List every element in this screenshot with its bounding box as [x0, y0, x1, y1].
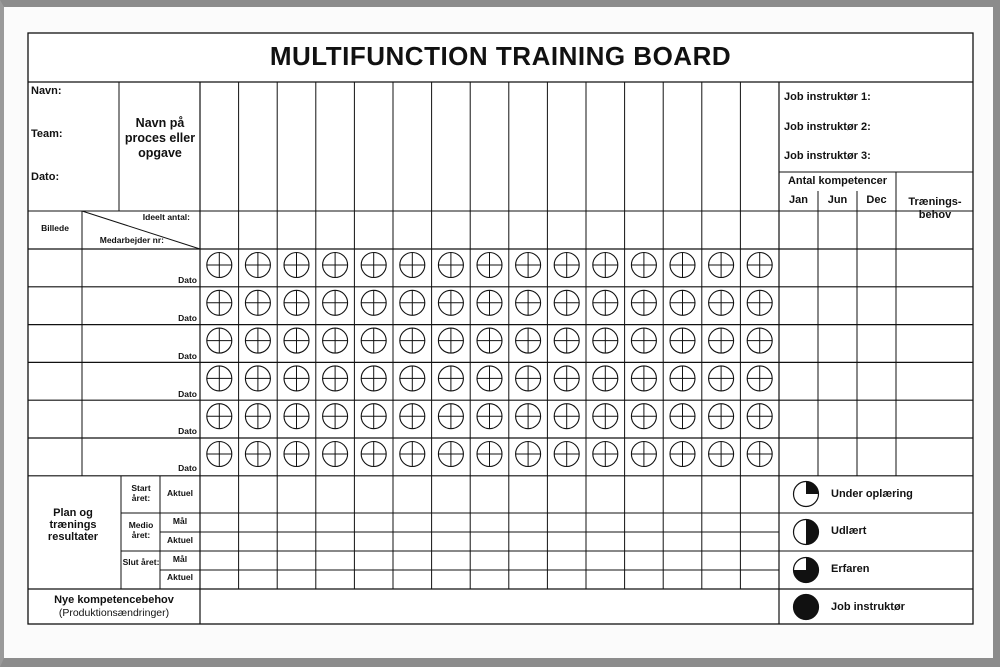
process-name-label: Navn på proces eller opgave [124, 116, 196, 160]
competence-circle[interactable] [631, 253, 656, 278]
competence-circle[interactable] [400, 290, 425, 315]
ideelt-antal-label: Ideelt antal: [142, 212, 190, 222]
competence-circle[interactable] [400, 442, 425, 467]
competence-circle[interactable] [670, 366, 695, 391]
row-date-label: Dato [178, 275, 197, 285]
job-instructor-1-label: Job instruktør 1: [784, 91, 871, 103]
competence-circle[interactable] [516, 290, 541, 315]
competence-circle[interactable] [593, 442, 618, 467]
start-aktuel-label: Aktuel [167, 488, 193, 498]
competence-circle[interactable] [554, 404, 579, 429]
slut-maal-label: Mål [172, 554, 188, 564]
competence-circle[interactable] [554, 328, 579, 353]
competence-circle[interactable] [245, 290, 270, 315]
plan-label: Plan og trænings resultater [47, 507, 99, 544]
competence-circle[interactable] [207, 328, 232, 353]
competence-circle[interactable] [709, 253, 734, 278]
competence-circle[interactable] [438, 404, 463, 429]
competence-circle[interactable] [593, 366, 618, 391]
three-quarter-filled-circle-icon [794, 558, 819, 583]
competence-circle[interactable] [438, 442, 463, 467]
dato-label: Dato: [31, 171, 60, 183]
legend-label-erfaren: Erfaren [831, 563, 870, 575]
competence-circle[interactable] [747, 366, 772, 391]
job-instructor-2-label: Job instruktør 2: [784, 121, 871, 133]
competence-circle[interactable] [245, 328, 270, 353]
competence-circle[interactable] [593, 290, 618, 315]
competence-circle[interactable] [245, 404, 270, 429]
competence-circle[interactable] [400, 404, 425, 429]
half-filled-circle-icon [794, 520, 819, 545]
medio-aktuel-label: Aktuel [167, 535, 193, 545]
competence-circle[interactable] [747, 290, 772, 315]
competence-circle[interactable] [438, 253, 463, 278]
competence-circle[interactable] [361, 404, 386, 429]
job-instructor-3-label: Job instruktør 3: [784, 150, 871, 162]
competence-circle[interactable] [477, 290, 502, 315]
competence-circle[interactable] [709, 366, 734, 391]
competence-circle[interactable] [593, 253, 618, 278]
traeningsbehov-label: Trænings-behov [908, 196, 962, 221]
medarbejder-nr-label: Medarbejder nr: [99, 235, 164, 245]
competence-circle[interactable] [245, 366, 270, 391]
competence-circle[interactable] [323, 366, 348, 391]
competence-circle[interactable] [670, 328, 695, 353]
competence-circle[interactable] [323, 442, 348, 467]
competence-circle[interactable] [284, 290, 309, 315]
competence-circle[interactable] [631, 442, 656, 467]
competence-circle[interactable] [477, 328, 502, 353]
competence-circle[interactable] [207, 253, 232, 278]
competence-circle[interactable] [323, 328, 348, 353]
competence-circle[interactable] [747, 404, 772, 429]
navn-label: Navn: [31, 85, 62, 97]
competence-circle[interactable] [631, 290, 656, 315]
month-jan: Jan [789, 194, 808, 206]
competence-circle[interactable] [284, 366, 309, 391]
competence-circle[interactable] [670, 442, 695, 467]
competence-circle[interactable] [670, 404, 695, 429]
competence-circle[interactable] [438, 328, 463, 353]
antal-kompetencer-label: Antal kompetencer [787, 175, 888, 187]
competence-circle[interactable] [747, 253, 772, 278]
slut-year-label: Slut året: [122, 557, 160, 567]
billede-label: Billede [41, 223, 69, 233]
competence-circle[interactable] [593, 328, 618, 353]
team-label: Team: [31, 128, 63, 140]
competence-circle[interactable] [361, 253, 386, 278]
competence-circle[interactable] [670, 253, 695, 278]
competence-circle[interactable] [400, 366, 425, 391]
competence-circle[interactable] [516, 328, 541, 353]
competence-circle[interactable] [323, 404, 348, 429]
month-jun: Jun [827, 194, 848, 206]
nye-kompetencebehov-label: Nye kompetencebehov [54, 594, 174, 606]
competence-circle[interactable] [323, 290, 348, 315]
competence-circle[interactable] [284, 404, 309, 429]
competence-circle[interactable] [477, 366, 502, 391]
competence-circle[interactable] [207, 404, 232, 429]
competence-circle[interactable] [747, 442, 772, 467]
competence-circle[interactable] [747, 328, 772, 353]
quarter-filled-circle-icon [794, 482, 819, 507]
competence-circle[interactable] [400, 328, 425, 353]
competence-circle[interactable] [631, 366, 656, 391]
competence-circle[interactable] [593, 404, 618, 429]
competence-circle[interactable] [438, 290, 463, 315]
produktionsaendringer-label: (Produktionsændringer) [58, 607, 170, 619]
legend-label-udlaert: Udlært [831, 525, 867, 537]
medio-maal-label: Mål [172, 516, 188, 526]
competence-circle[interactable] [709, 404, 734, 429]
competence-circle[interactable] [361, 442, 386, 467]
competence-circle[interactable] [361, 328, 386, 353]
competence-circle[interactable] [709, 442, 734, 467]
slut-aktuel-label: Aktuel [167, 572, 193, 582]
competence-circle[interactable] [284, 442, 309, 467]
competence-circle[interactable] [284, 328, 309, 353]
competence-circle[interactable] [361, 290, 386, 315]
competence-circle[interactable] [516, 404, 541, 429]
competence-circle[interactable] [554, 366, 579, 391]
competence-circle[interactable] [709, 328, 734, 353]
competence-circle[interactable] [361, 366, 386, 391]
competence-circle[interactable] [284, 253, 309, 278]
board-title: MULTIFUNCTION TRAINING BOARD [269, 41, 732, 71]
competence-circle[interactable] [477, 404, 502, 429]
competence-circle[interactable] [554, 253, 579, 278]
row-date-label: Dato [178, 426, 197, 436]
row-date-label: Dato [178, 463, 197, 473]
start-year-label: Start året: [131, 483, 151, 503]
competence-circle[interactable] [631, 328, 656, 353]
competence-circle[interactable] [207, 290, 232, 315]
competence-circle[interactable] [516, 253, 541, 278]
competence-circle[interactable] [245, 442, 270, 467]
competence-circle[interactable] [207, 442, 232, 467]
competence-circle[interactable] [709, 290, 734, 315]
competence-circle[interactable] [554, 290, 579, 315]
competence-circle[interactable] [438, 366, 463, 391]
competence-circle[interactable] [477, 442, 502, 467]
full-filled-circle-icon [794, 595, 819, 620]
competence-circle[interactable] [477, 253, 502, 278]
competence-circle[interactable] [516, 442, 541, 467]
row-date-label: Dato [178, 351, 197, 361]
competence-circle[interactable] [631, 404, 656, 429]
competence-circle[interactable] [245, 253, 270, 278]
competence-circle[interactable] [400, 253, 425, 278]
competence-circle[interactable] [554, 442, 579, 467]
competence-circle[interactable] [207, 366, 232, 391]
row-date-label: Dato [178, 389, 197, 399]
competence-circle[interactable] [323, 253, 348, 278]
month-dec: Dec [866, 194, 887, 206]
legend-label-job-instruktor: Job instruktør [831, 601, 905, 613]
row-date-label: Dato [178, 313, 197, 323]
legend-label-under-oplaering: Under oplæring [831, 488, 913, 500]
competence-circle[interactable] [516, 366, 541, 391]
competence-circle[interactable] [670, 290, 695, 315]
medio-year-label: Medio året: [128, 520, 154, 540]
